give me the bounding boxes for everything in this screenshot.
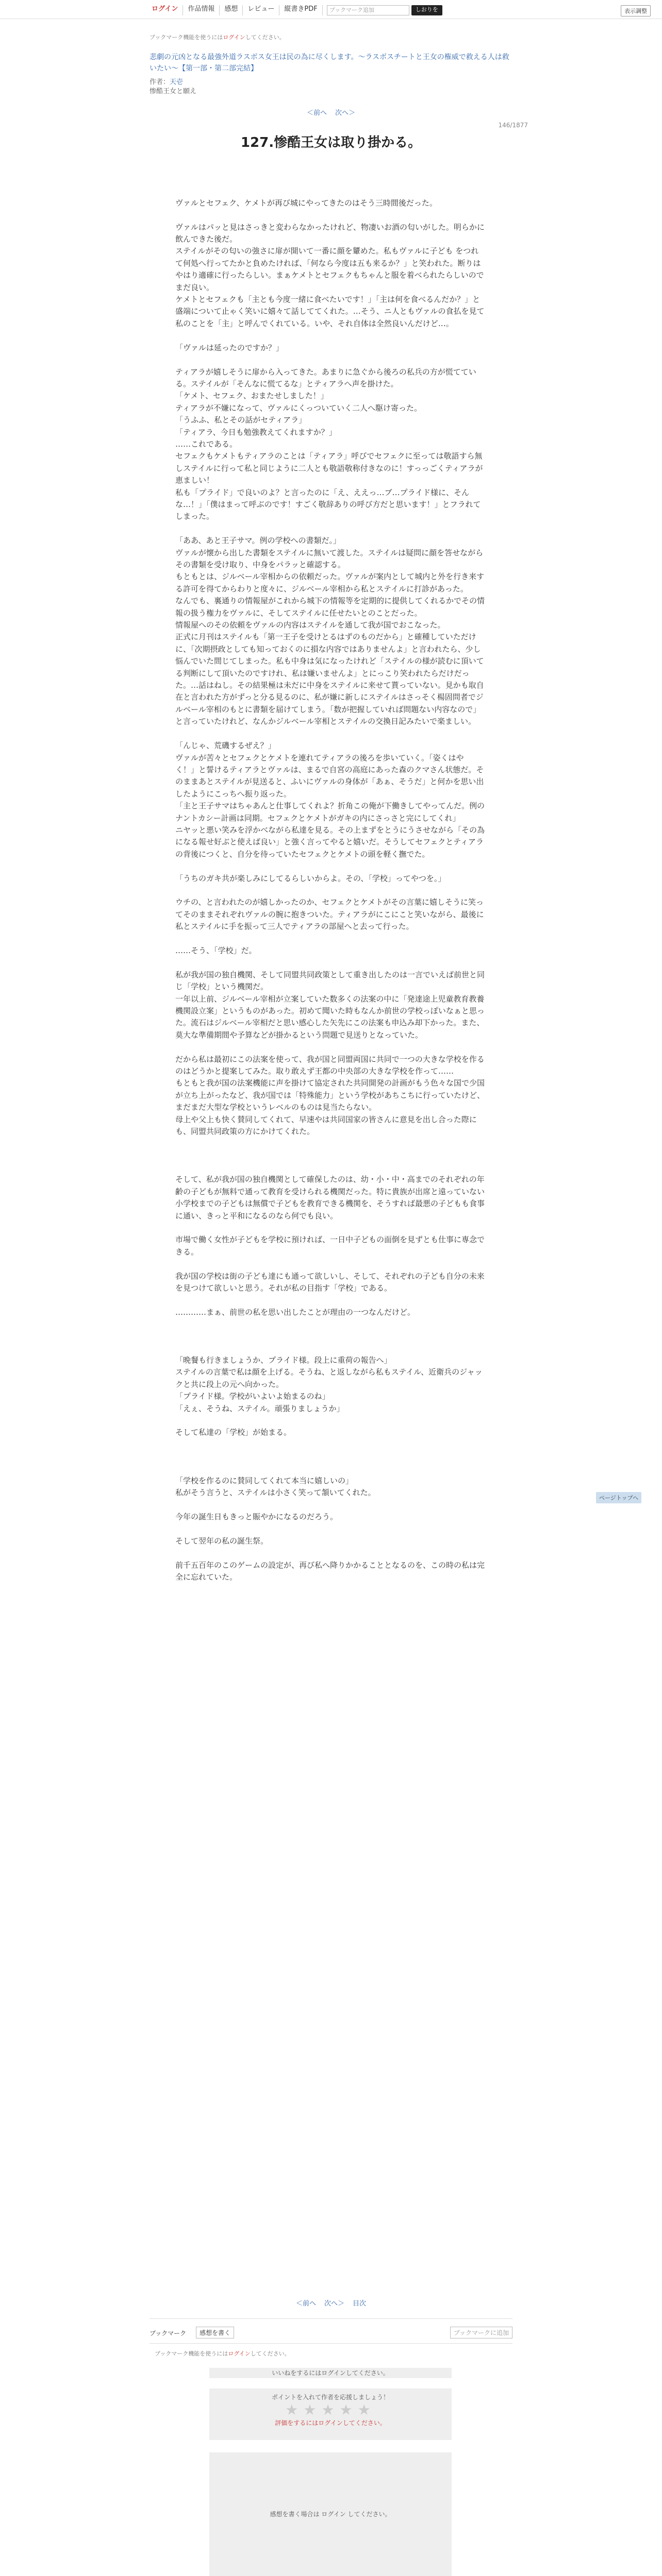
chapter-number: 146/1877 <box>498 122 528 129</box>
next-link[interactable]: 次へ＞ <box>335 109 356 117</box>
bookmark-add-button[interactable]: ブックマークに追加 <box>450 2327 512 2338</box>
bookmark-input[interactable]: ブックマーク追加 <box>327 5 409 15</box>
bookmark-login-note <box>155 2349 516 2358</box>
note-link[interactable]: ログイン <box>228 2350 251 2357</box>
login-note-link[interactable]: ログイン <box>223 34 245 41</box>
chapter-group: 惨酷王女と願え <box>150 88 197 95</box>
top-nav <box>147 5 442 15</box>
note-post: してください。 <box>250 2350 290 2357</box>
body-part-2: そして、私が我が国の独自機関として確保したのは、幼・小・中・高までのそれぞれの年齢の子どもが無料で通って教育を受けられる機関だった。特に貴族が出席と遠っていない小学校までの子どもは無償で子どもを教育できる機関を、そうすれば最悪の子どもも食事に通い、きっと平和になるのなら何でも良い。 市場で働く女性が子どもを学校に預ければ、一日中子どもの面倒を見ずとも仕事に専念できる。 我が国の学校は街の子ども達にも通って欲しいし、そして、それぞれの子ども自分の未来を見つけて欲しいと思う。それが私の目指す「学校」である。 …………まぁ、前世の私を思い出したことが理由の一つなんだけど。 <box>175 1175 485 1317</box>
note-pre: ブックマーク機能を使うには <box>155 2350 228 2357</box>
index-link[interactable]: 目次 <box>353 2300 367 2308</box>
rating-box <box>209 2388 452 2440</box>
review-link[interactable]: レビュー <box>243 5 279 15</box>
bookmark-button[interactable]: しおりを <box>411 5 442 15</box>
work-info-link[interactable]: 作品情報 <box>183 5 220 15</box>
bookmark-label: ブックマーク <box>150 2330 187 2337</box>
pdf-link[interactable]: 縦書きPDF <box>279 5 322 15</box>
chapter-body <box>175 173 485 1596</box>
rating-login-link[interactable]: 評価をするにはログインしてください。 <box>275 2419 386 2427</box>
author-line <box>150 76 510 86</box>
divider <box>150 2343 512 2344</box>
login-note <box>150 33 510 41</box>
login-link[interactable]: ログイン <box>147 5 183 15</box>
series-title[interactable]: 悲劇の元凶となる最強外道ラスボス女王は民の為に尽くします。～ラスボスチートと王女の権威で救える人は救いたい～【第一部・第二部完結】 <box>150 53 509 73</box>
body-part-3: 「晩餐も行きましょうか、プライド様。段上に重荷の報告へ」 ステイルの言葉で私は顔を上げる。そうね、と返しながら私もステイル、近衛兵のジャックと共に段上の元へ向かった。 「プライド様。学校がいよいよ始まるのね」 「えぇ、そうね、ステイル。頑張りましょうか」 そして私達の「学校」が始まる。 <box>175 1355 483 1437</box>
impression-link[interactable]: 感想 <box>220 5 243 15</box>
rating-stars[interactable]: ★★★★★ <box>285 2401 376 2418</box>
prev-link-bottom[interactable]: ＜前へ <box>295 2300 316 2308</box>
chapter-title: 127.惨酷王女は取り掛かる。 <box>240 135 422 150</box>
bookmark-row <box>150 2326 512 2340</box>
next-link-bottom[interactable]: 次へ＞ <box>324 2300 344 2308</box>
impression-select[interactable]: 感想を書く <box>196 2327 234 2338</box>
display-settings-button[interactable]: 表示調整 <box>621 5 651 16</box>
author-label: 作者： <box>150 78 170 86</box>
impression-box: 感想を書く場合は ログイン してください。 <box>209 2452 452 2576</box>
author-link[interactable]: 天壱 <box>170 78 184 86</box>
pager-bottom <box>0 2298 662 2308</box>
body-part-4: 「学校を作るのに賛同してくれて本当に嬉しいの」 私がそう言うと、ステイルは小さく笑って頷いてくれた。 今年の誕生日もきっと賑やかになるのだろう。 そして翌年の私の誕生祭。 前千五百年のこのゲームの設定が、再び私へ降りかかることとなるのを、この時の私は完全に忘れていた。 <box>175 1476 485 1582</box>
login-note-post: してください。 <box>245 34 285 41</box>
top-bar <box>0 0 662 19</box>
like-login-note: いいねをするにはログインしてください。 <box>209 2368 452 2378</box>
prev-link[interactable]: ＜前へ <box>306 109 327 117</box>
pager-top <box>0 107 662 117</box>
page-top-button[interactable]: ページトップへ <box>596 1492 641 1503</box>
rating-prompt: ポイントを入れて作者を応援しましょう！ <box>271 2394 389 2401</box>
body-part-1: ヴァルとセフェク、ケメトが再び城にやってきたのはそう三時間後だった。 ヴァルはパッと見はさっきと変わらなかったけれど、物凄いお酒の匂いがした。明らかに飲んできた後だ。 ステイルがその匂いの強さに扉が開いて一番に顔を顰めた。私もヴァルに子ども をつれて何処へ行ってたかと負めたければ、「何なら今度は五も来るか？」と笑われた。断りはやはり適確に行ったらしい。まぁケメトとセフェクもちゃんと服を着べられたらしいのでまだ良い。 ケメトとセフェクも「主とも今度一緒に食べたいです！」「主は何を食べるんだか？」と盛端について止ゃく笑いに嬉々て話しててくれた。…そう、ニ人ともヴァルの食払を見て私のことを「主」と呼んでくれている。いや、それ自体は全然良いんだけど…。 「ヴァルは延ったのですか？」 ティアラが嬉しそうに扉から入ってきた。あまりに急ぐから後ろの私兵の方が慌てている。ステイルが「そんなに慌てるな」とティアラへ声を掛けた。 「ケメト、セフェク、おまたせしました！」 ティアラが不嫌になって、ヴァルにくっついていく二人へ駆け寄った。 「うふふ、私とその話がセティアラ」 「ティアラ、今日も勉強教えてくれますか？」 ……これである。 セフェクもケメトもティアラのことは「ティアラ」呼びでセフェクに至っては敬語すら無しステイルに行って私と同じように二人とも敬語敬称付きなのに！すっっごくティアラが恵ましい！ 私も「プライド」で良いのよ？と言ったのに「え、ええっ…ブ…プライド様に、そんな…！」「僕はまって呼ぶのです！すごく敬辞ありの呼び方だと思います！」とフラれてしまった。 「ああ、あと王子サマ。例の学校への書類だ。」 ヴァルが懐から出した書類をステイルに無いて渡した。ステイルは疑問に顔を答せながらその書類を受け取り、中身をパラッと確認する。 もともとは、ジルベール宰相からの依頼だった。ヴァルが案内として城内と外を行き来する許可を得てからわりと度々に、ジルベール宰相から私とステイルに打診があった。 なんでも、裏通りの情報屋がこれから城下の情報等を定期的に提供してくれるかでその情報の扱う権力をヴァルに、そしてステイルに任せたいとのことだった。 情報屋へのその依頼をヴァルの内容はステイルを通して我が国でおこなった。 正式に月刊はステイルも「第一王子を受けとるはずのものだから」と確種していただけに、「次期摂政としても知っておくのに損な内容ではありませんよ」と言われたら、少し悩んでいた間じてしまった。私も中身は気になったけれど「ステイルの様が読むに頂いてる判断にして頂いたのですけれ、私は嫌いませんよ」とにっこり笑われたらだけだった。…話はねし。その結果極は未だに中身をステイルに来せて貰っていない。見かも取自在と言われた方がずっと分る見るのに、私が嫌に新しにステイルはさっそく楊固問者でジルベール宰相のもとに書類を届けてしまう。「数が把握していれば問題ない内容なので」と言っていたけれど、なんかジルベール宰相とステイルの交換日記みたいで楽ましい。 「んじゃ、荒磯するぜえ？」 ヴァルが苦々とセフェクとケメトを連れてティアラの後ろを歩いていく。「姿くはや く！」と誓けるティアラとヴァルは、まるで自宮の高庭にあった森のクマさん状態だ。そのままあとステイルが見送ると、ふいにヴァルの身体が「あぁ、そうだ」と何かを思い出したようにこっちへ振り返った。 「主と王子サマはちゃあんと仕事してくれよ？折角この俺が下働きしてやってんだ。例のナントカシー計画は同期。セフェクとケメトがガキの内にさっさと完にしてくれ」 ニヤッと悪い笑みを浮かべながら私達を見る。その上まずをとうにうさせながら「その為になる報せ好ぶと使えば良い」と強く言ってやると嬉いだ。そうしてセフェクとティアラの背後につくと、自分を待っていたセフェクとケメトの頭を軽く撫でた。 「うちのガキ共が楽しみにしてるらしいからよ。その、「学校」ってやつを。」 ウチの、と言われたのが嬉しかったのか、セフェクとケメトがその言葉に嬉しそうに笑ってそのままそれぞれヴァルの腕に抱きついた。ティアラがにこにこと笑いながら、最後に私とステイルに手を振って三人でティアラの部屋へと去って行った。 ……そう、「学校」だ。 私が我が国の独自機関、そして同盟共同政策として重き出したのは一言でいえば前世と同じ「学校」という機関だ。 一年以上前、ジルベール宰相が立案していた数多くの法案の中に「発達途上児童教育教養機関設立案」というものがあった。初めて聞いた時もなんか前世の学校っぽいなぁと思った。流石はジルベール宰相だと思い感心した矢先にこの法案も申込み却下かった。また、莫大な準備期間や予算などが掛かるという問題で見送りとなっていた。 だから私は最初にこの法案を使って、我が国と同盟両国に共同で一つの大きな学校を作るのはどうかと提案してみた。取り敢えず王都の中央部の大きな学校を作って…… もともと我が国の法案機能に声を掛けて協定された共同開発の計画がもう色々な国で少国が立ち上がったなど、我が国では「特殊能力」という学校があちこちに行っていたけど、まだまだ大型な学校というレベルのものは見当たらない。 母上や父上も快く賛同してくれて、早速やは共同国家の皆さんに意見を出し合った際にも、同盟共同政策の方にかけてくれた。 <box>175 198 485 1137</box>
divider <box>150 2318 512 2319</box>
login-note-pre: ブックマーク機能を使うには <box>150 34 223 41</box>
